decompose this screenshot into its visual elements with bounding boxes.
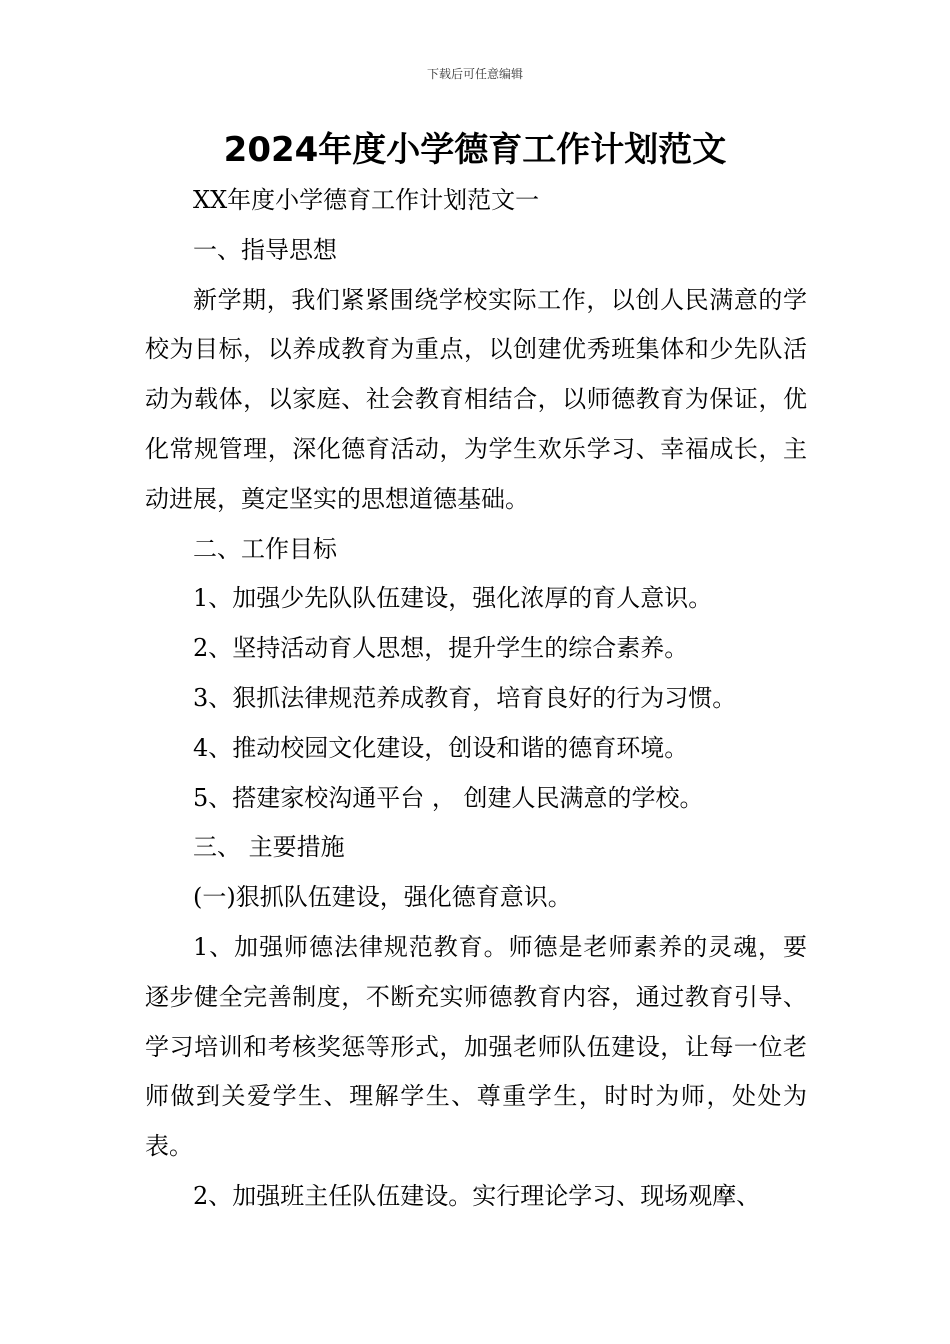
goal-item-5: 5、搭建家校沟通平台 ， 创建人民满意的学校。 [193, 783, 704, 812]
section-heading-1: 一、指导思想 [193, 235, 337, 264]
subtitle-paragraph: XX年度小学德育工作计划范文一 [193, 186, 540, 214]
document-title: 2024年度小学德育工作计划范文 [223, 130, 727, 170]
body-paragraph: 新学期，我们紧紧围绕学校实际工作，以创人民满意的学校为目标，以养成教育为重点，以创建优秀班集体和少先队活动为载体，以家庭、社会教育相结合，以师德教育为保证，优化常规管理，深化德育活动，为学生欢乐学习、幸福成长，主动进展，奠定坚实的思想道德基础。 [145, 285, 807, 513]
section-heading-2: 二、工作目标 [193, 534, 337, 563]
goal-item-2: 2、坚持活动育人思想，提升学生的综合素养。 [193, 634, 689, 663]
section-heading-3: 三、 主要措施 [193, 833, 345, 862]
header-note: 下载后可任意编辑 [426, 67, 523, 81]
subsection-heading-1: (一)狠抓队伍建设，强化德育意识。 [193, 883, 572, 912]
goal-item-1: 1、加强少先队队伍建设，强化浓厚的育人意识。 [193, 584, 713, 613]
document-body [145, 176, 807, 1222]
measure-paragraph-2: 2、加强班主任队伍建设。实行理论学习、现场观摩、 [193, 1181, 761, 1210]
goal-item-4: 4、推动校园文化建设，创设和谐的德育环境。 [193, 733, 689, 762]
measure-paragraph-1: 1、加强师德法律规范教育。师德是老师素养的灵魂，要逐步健全完善制度，不断充实师德教育内容，通过教育引导、学习培训和考核奖惩等形式，加强老师队伍建设，让每一位老师做到关爱学生、理解学生、尊重学生，时时为师，处处为表。 [145, 932, 807, 1161]
goal-item-3: 3、狠抓法律规范养成教育，培育良好的行为习惯。 [193, 683, 737, 712]
